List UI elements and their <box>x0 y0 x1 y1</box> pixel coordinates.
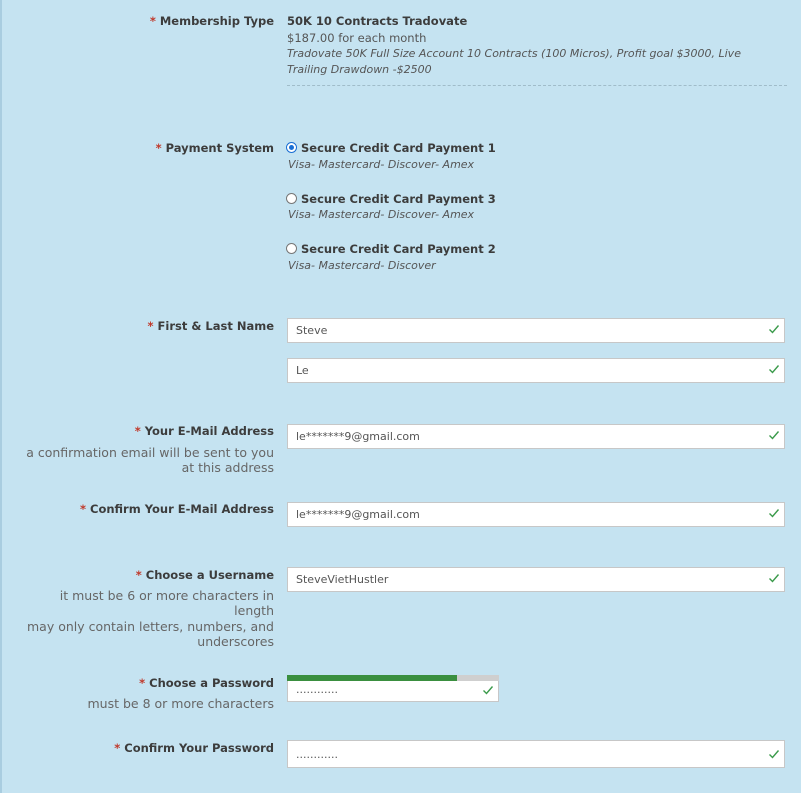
confirm-password-label: * Confirm Your Password <box>114 741 274 755</box>
last-name-input[interactable] <box>296 364 736 377</box>
payment-option-label: Secure Credit Card Payment 2 <box>301 242 496 256</box>
payment-option-3[interactable] <box>286 192 496 206</box>
username-label: * Choose a Username <box>135 568 274 582</box>
name-label: * First & Last Name <box>147 319 274 333</box>
membership-type-label: * Membership Type <box>149 14 274 28</box>
payment-option-cards: Visa- Mastercard- Discover <box>288 259 436 272</box>
confirm-email-label: * Confirm Your E-Mail Address <box>79 502 274 516</box>
check-icon <box>768 507 780 519</box>
payment-system-label: * Payment System <box>155 141 274 155</box>
payment-option-label: Secure Credit Card Payment 1 <box>301 141 496 155</box>
payment-option-label: Secure Credit Card Payment 3 <box>301 192 496 206</box>
payment-option-2[interactable] <box>286 242 496 256</box>
last-name-field[interactable] <box>287 358 785 383</box>
membership-price: $187.00 for each month <box>287 31 427 45</box>
payment-option-1[interactable] <box>286 141 496 155</box>
password-hint: must be 8 or more characters <box>87 696 274 711</box>
divider <box>287 85 787 86</box>
radio-button[interactable] <box>286 193 297 204</box>
radio-button[interactable] <box>286 243 297 254</box>
check-icon <box>768 323 780 335</box>
password-input[interactable] <box>296 683 736 696</box>
username-hint-chars: may only contain letters, numbers, and underscores <box>26 619 274 649</box>
email-hint: a confirmation email will be sent to you at this address <box>26 445 274 475</box>
username-input[interactable] <box>296 573 736 586</box>
confirm-email-field[interactable] <box>287 502 785 527</box>
confirm-email-input[interactable] <box>296 508 736 521</box>
password-field[interactable] <box>287 681 499 702</box>
check-icon <box>768 748 780 760</box>
check-icon <box>768 363 780 375</box>
username-hint-length: it must be 6 or more characters in length <box>59 588 274 618</box>
username-field[interactable] <box>287 567 785 592</box>
membership-name: 50K 10 Contracts Tradovate <box>287 14 468 28</box>
check-icon <box>768 572 780 584</box>
membership-description: Tradovate 50K Full Size Account 10 Contracts (100 Micros), Profit goal $3000, Live Trailing Drawdown -$2500 <box>287 47 741 76</box>
payment-option-cards: Visa- Mastercard- Discover- Amex <box>288 208 475 221</box>
radio-button-checked[interactable] <box>286 142 297 153</box>
confirm-password-input[interactable] <box>296 748 736 761</box>
first-name-input[interactable] <box>296 324 736 337</box>
check-icon <box>768 429 780 441</box>
check-icon <box>482 684 494 696</box>
payment-option-cards: Visa- Mastercard- Discover- Amex <box>288 158 475 171</box>
first-name-field[interactable] <box>287 318 785 343</box>
password-label: * Choose a Password <box>139 676 274 690</box>
email-label: * Your E-Mail Address <box>134 424 274 438</box>
email-field[interactable] <box>287 424 785 449</box>
email-input[interactable] <box>296 430 736 443</box>
left-border <box>0 0 2 793</box>
confirm-password-field[interactable] <box>287 740 785 768</box>
